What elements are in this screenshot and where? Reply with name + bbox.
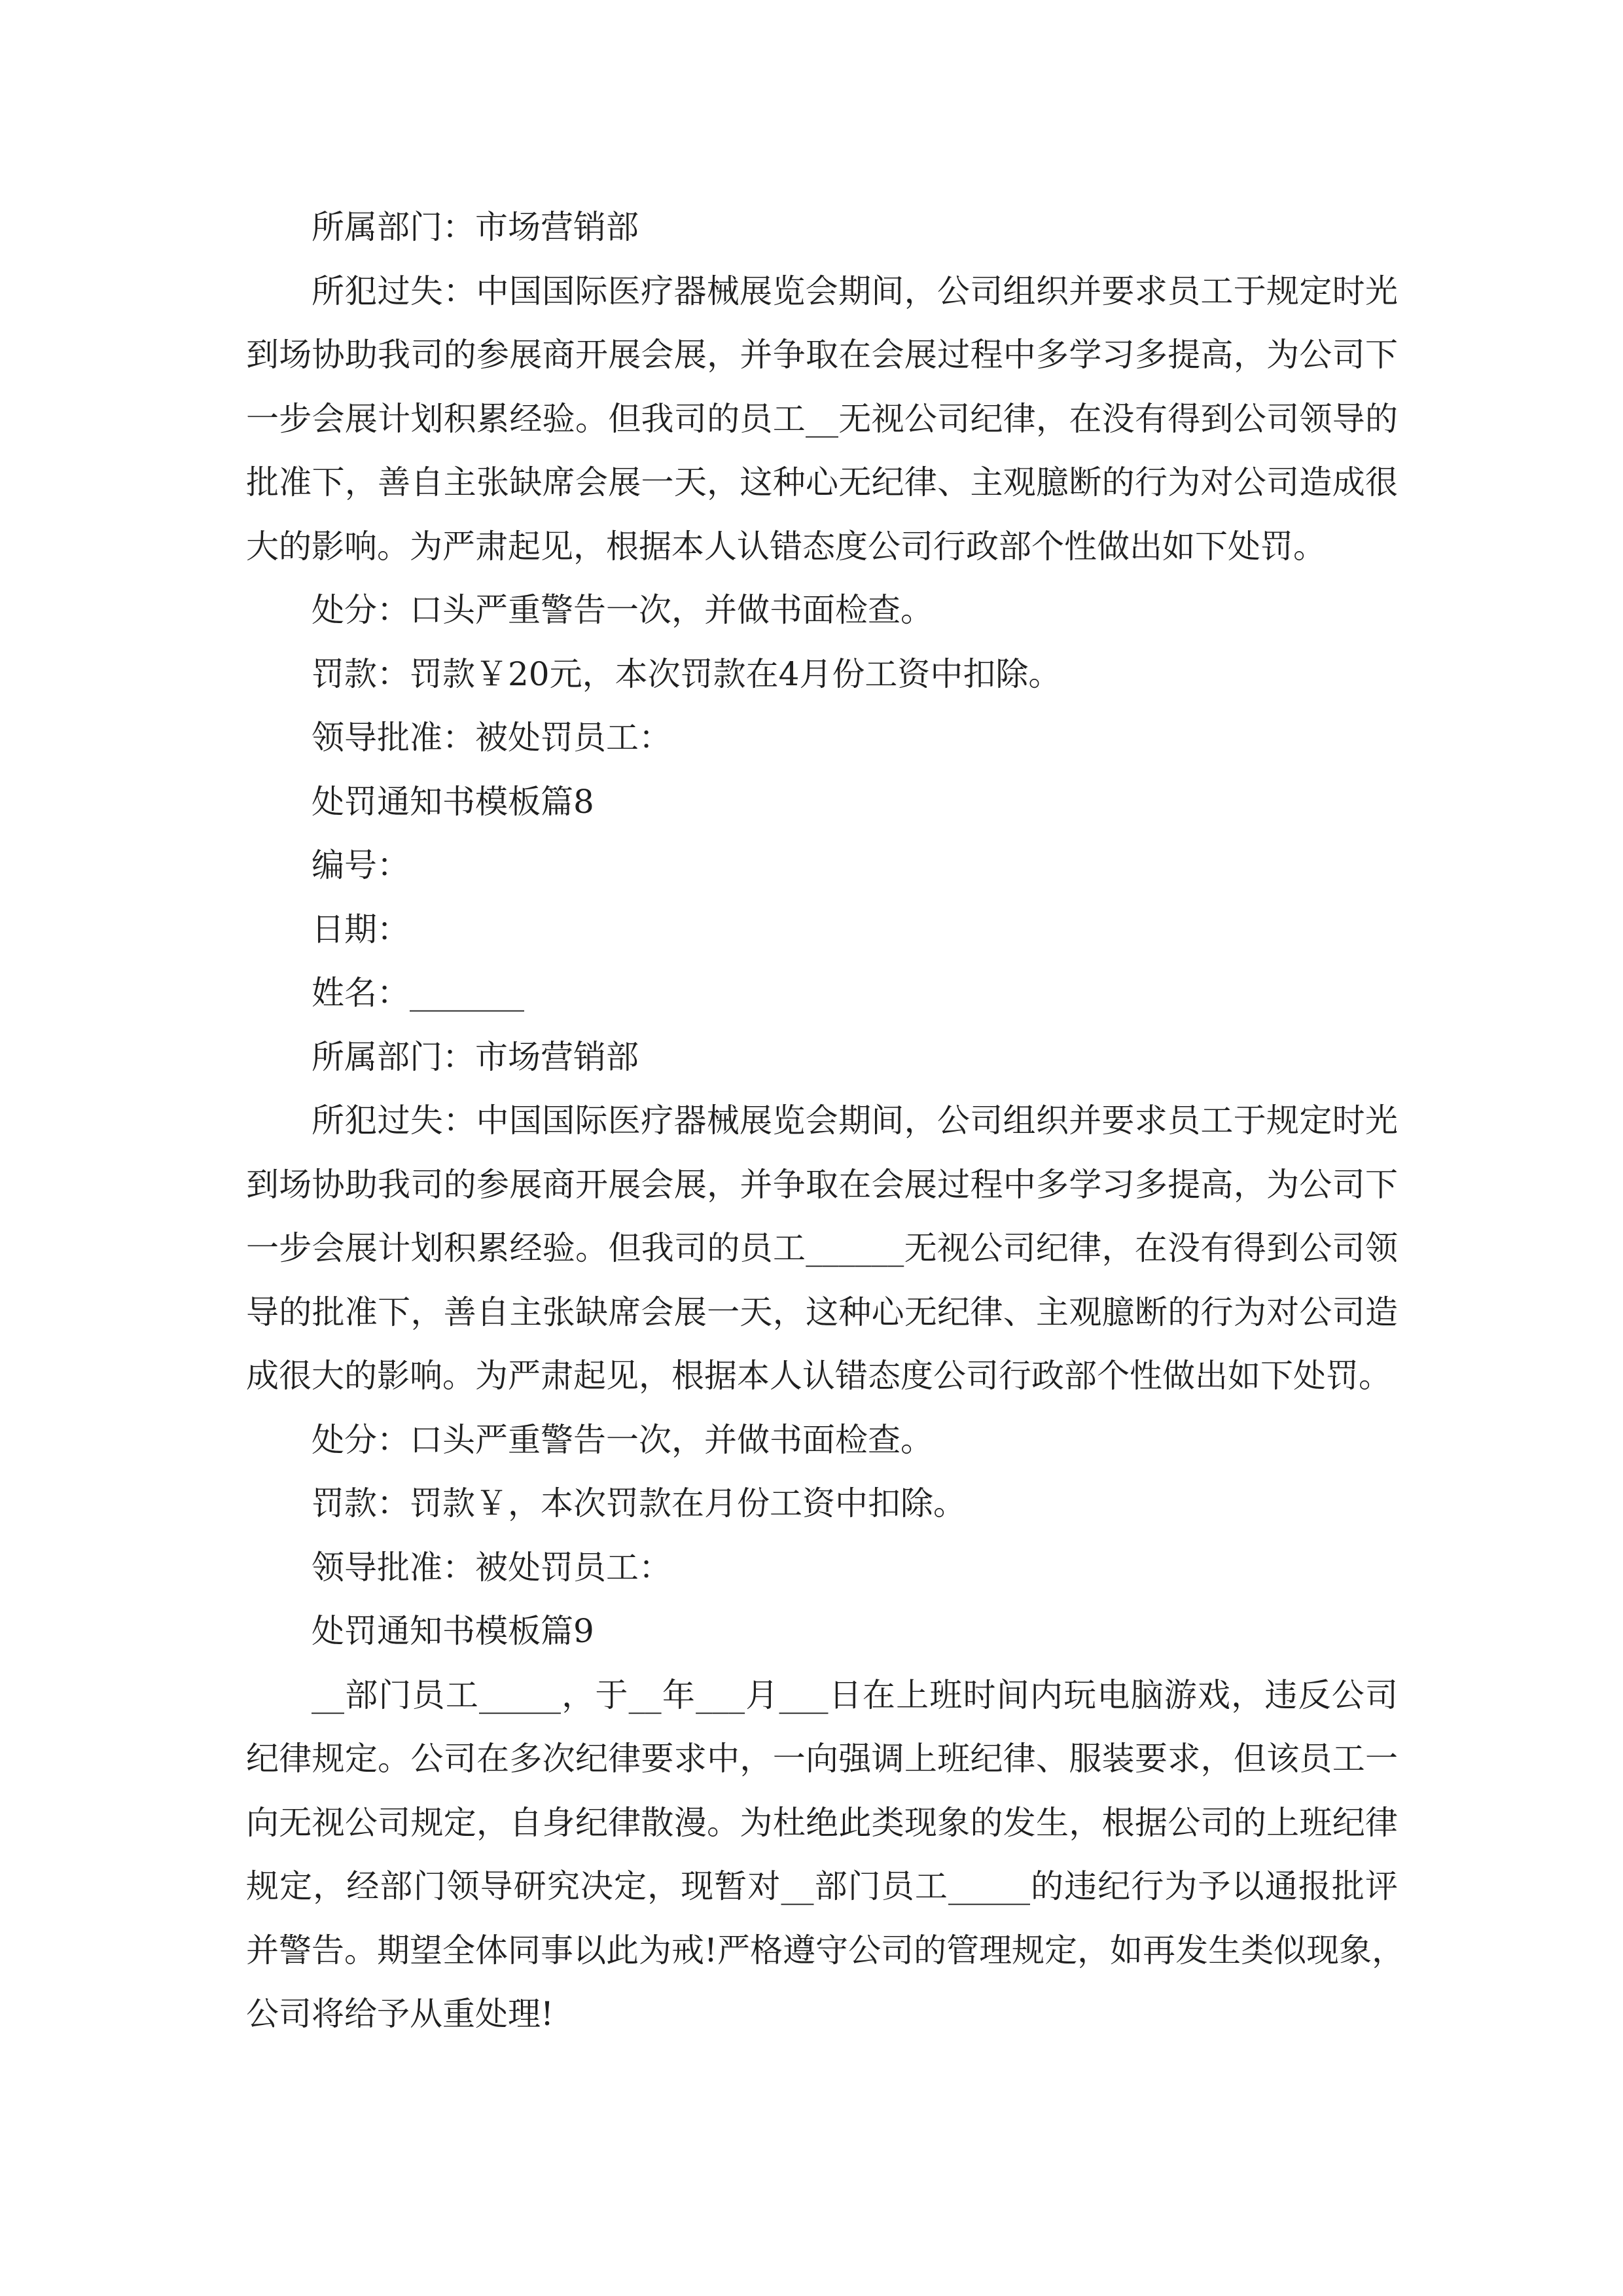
offense-paragraph-line: 到场协助我司的参展商开展会展，并争取在会展过程中多学习多提高，为公司下: [246, 1165, 1398, 1204]
offense-paragraph-line: 大的影响。为严肃起见，根据本人认错态度公司行政部个性做出如下处罚。: [246, 527, 1326, 565]
section-heading: 处罚通知书模板篇8: [312, 782, 594, 821]
approval-line: 领导批准：被处罚员工：: [312, 719, 671, 757]
offense-paragraph-line: 一步会展计划积累经验。但我司的员工__无视公司纪律，在没有得到公司领导的: [246, 399, 1398, 438]
notice-paragraph-line: 纪律规定。公司在多次纪律要求中，一向强调上班纪律、服装要求，但该员工一: [246, 1740, 1398, 1778]
offense-paragraph-line: 所犯过失：中国国际医疗器械展览会期间，公司组织并要求员工于规定时光: [312, 1102, 1398, 1139]
department-line: 所属部门：市场营销部: [312, 208, 639, 246]
name-line: 姓名：_______: [312, 974, 524, 1012]
penalty-line: 处分：口头严重警告一次，并做书面检查。: [312, 1420, 933, 1459]
notice-paragraph-line: 并警告。期望全体同事以此为戒!严格遵守公司的管理规定，如再发生类似现象，: [246, 1931, 1405, 1969]
department-line: 所属部门：市场营销部: [312, 1037, 639, 1076]
penalty-line: 处分：口头严重警告一次，并做书面检查。: [312, 591, 933, 629]
section-heading: 处罚通知书模板篇9: [312, 1612, 594, 1650]
fine-line: 罚款：罚款￥，本次罚款在月份工资中扣除。: [312, 1484, 966, 1522]
offense-paragraph-line: 导的批准下，善自主张缺席会展一天，这种心无纪律、主观臆断的行为对公司造: [246, 1293, 1398, 1331]
offense-paragraph-line: 所犯过失：中国国际医疗器械展览会期间，公司组织并要求员工于规定时光: [312, 272, 1398, 310]
notice-paragraph-line: 公司将给予从重处理!: [246, 1995, 554, 2033]
number-line: 编号：: [312, 846, 410, 884]
notice-paragraph-line: __部门员工_____，于__年___月___日在上班时间内玩电脑游戏，违反公司: [312, 1676, 1398, 1714]
offense-paragraph-line: 一步会展计划积累经验。但我司的员工______无视公司纪律，在没有得到公司领: [246, 1229, 1398, 1267]
date-line: 日期：: [312, 910, 410, 948]
offense-paragraph-line: 到场协助我司的参展商开展会展，并争取在会展过程中多学习多提高，为公司下: [246, 336, 1398, 374]
document-body: [246, 196, 1405, 2047]
approval-line: 领导批准：被处罚员工：: [312, 1548, 671, 1587]
offense-paragraph-line: 批准下，善自主张缺席会展一天，这种心无纪律、主观臆断的行为对公司造成很: [246, 463, 1398, 501]
fine-line: 罚款：罚款￥20元，本次罚款在4月份工资中扣除。: [312, 655, 1061, 693]
offense-paragraph-line: 成很大的影响。为严肃起见，根据本人认错态度公司行政部个性做出如下处罚。: [246, 1357, 1391, 1395]
notice-paragraph-line: 向无视公司规定，自身纪律散漫。为杜绝此类现象的发生，根据公司的上班纪律: [246, 1803, 1398, 1842]
notice-paragraph-line: 规定，经部门领导研究决定，现暂对__部门员工_____的违纪行为予以通报批评: [246, 1867, 1398, 1905]
